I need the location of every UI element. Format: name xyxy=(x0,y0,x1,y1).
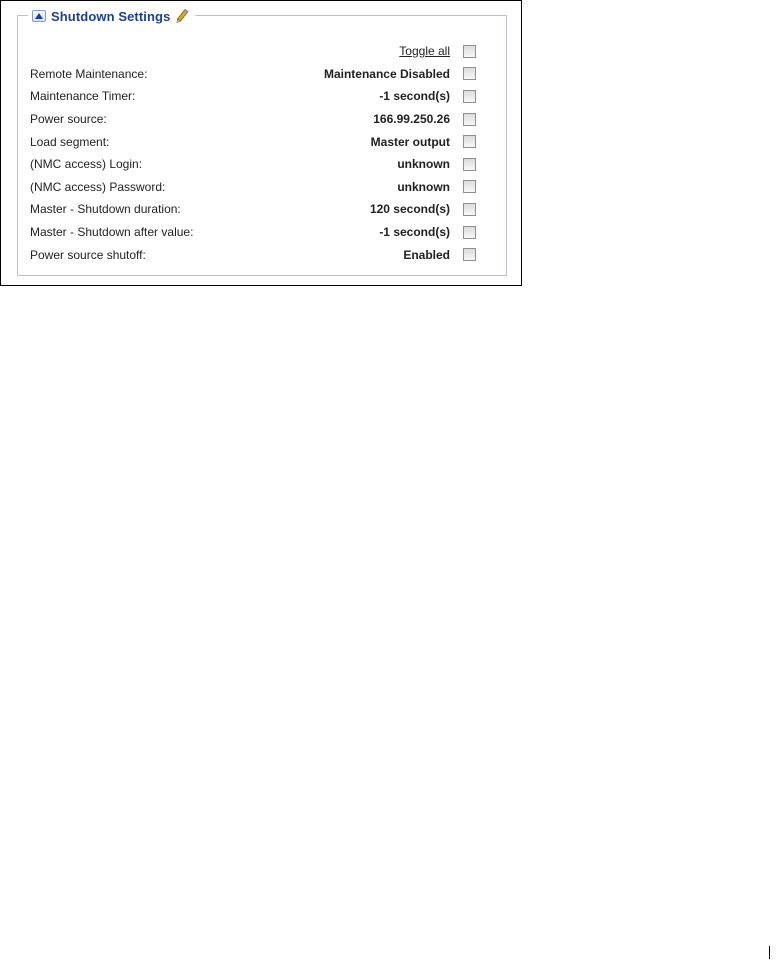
setting-row-maintenance-timer xyxy=(30,85,476,108)
setting-label: Maintenance Timer: xyxy=(30,89,136,104)
setting-value: Enabled xyxy=(403,247,450,262)
setting-row-power-source xyxy=(30,108,476,131)
settings-list xyxy=(30,40,476,266)
setting-checkbox-nmc-password[interactable] xyxy=(463,180,476,193)
setting-checkbox-power-source[interactable] xyxy=(463,113,476,126)
setting-label: (NMC access) Password: xyxy=(30,179,166,194)
setting-label: Remote Maintenance: xyxy=(30,66,148,81)
setting-value: Master output xyxy=(370,134,450,149)
setting-checkbox-load-segment[interactable] xyxy=(463,135,476,148)
pencil-icon xyxy=(176,9,189,23)
setting-row-nmc-login xyxy=(30,153,476,176)
setting-value: -1 second(s) xyxy=(379,89,450,104)
window-frame xyxy=(0,0,522,286)
setting-row-load-segment xyxy=(30,130,476,153)
setting-label: Master - Shutdown after value: xyxy=(30,225,194,240)
setting-row-nmc-password xyxy=(30,176,476,199)
setting-value: 120 second(s) xyxy=(369,202,450,217)
setting-label: (NMC access) Login: xyxy=(30,157,143,172)
setting-row-power-source-shutoff xyxy=(30,243,476,266)
setting-checkbox-shutdown-after[interactable] xyxy=(463,226,476,239)
text-cursor xyxy=(769,946,770,959)
toggle-all-checkbox[interactable] xyxy=(463,45,476,58)
setting-value: 166.99.250.26 xyxy=(373,112,450,127)
setting-value: -1 second(s) xyxy=(379,225,450,240)
setting-checkbox-maintenance-timer[interactable] xyxy=(463,90,476,103)
shutdown-settings-panel xyxy=(17,8,507,276)
setting-row-shutdown-duration xyxy=(30,198,476,221)
toggle-all-link[interactable]: Toggle all xyxy=(399,44,450,59)
setting-label: Master - Shutdown duration: xyxy=(30,202,181,217)
setting-row-shutdown-after xyxy=(30,221,476,244)
setting-label: Power source shutoff: xyxy=(30,247,146,262)
triangle-up-icon xyxy=(35,13,43,19)
setting-label: Power source: xyxy=(30,112,107,127)
setting-checkbox-power-source-shutoff[interactable] xyxy=(463,248,476,261)
setting-checkbox-nmc-login[interactable] xyxy=(463,158,476,171)
collapse-button[interactable] xyxy=(32,10,46,22)
edit-button[interactable] xyxy=(175,9,189,23)
toggle-all-row xyxy=(30,40,476,63)
setting-value: unknown xyxy=(397,157,450,172)
setting-value: Maintenance Disabled xyxy=(323,66,450,81)
setting-label: Load segment: xyxy=(30,134,110,149)
setting-value: unknown xyxy=(397,179,450,194)
setting-checkbox-shutdown-duration[interactable] xyxy=(463,203,476,216)
panel-title: Shutdown Settings xyxy=(51,8,171,24)
setting-checkbox-remote-maintenance[interactable] xyxy=(463,67,476,80)
setting-row-remote-maintenance xyxy=(30,63,476,86)
panel-legend xyxy=(28,6,195,26)
